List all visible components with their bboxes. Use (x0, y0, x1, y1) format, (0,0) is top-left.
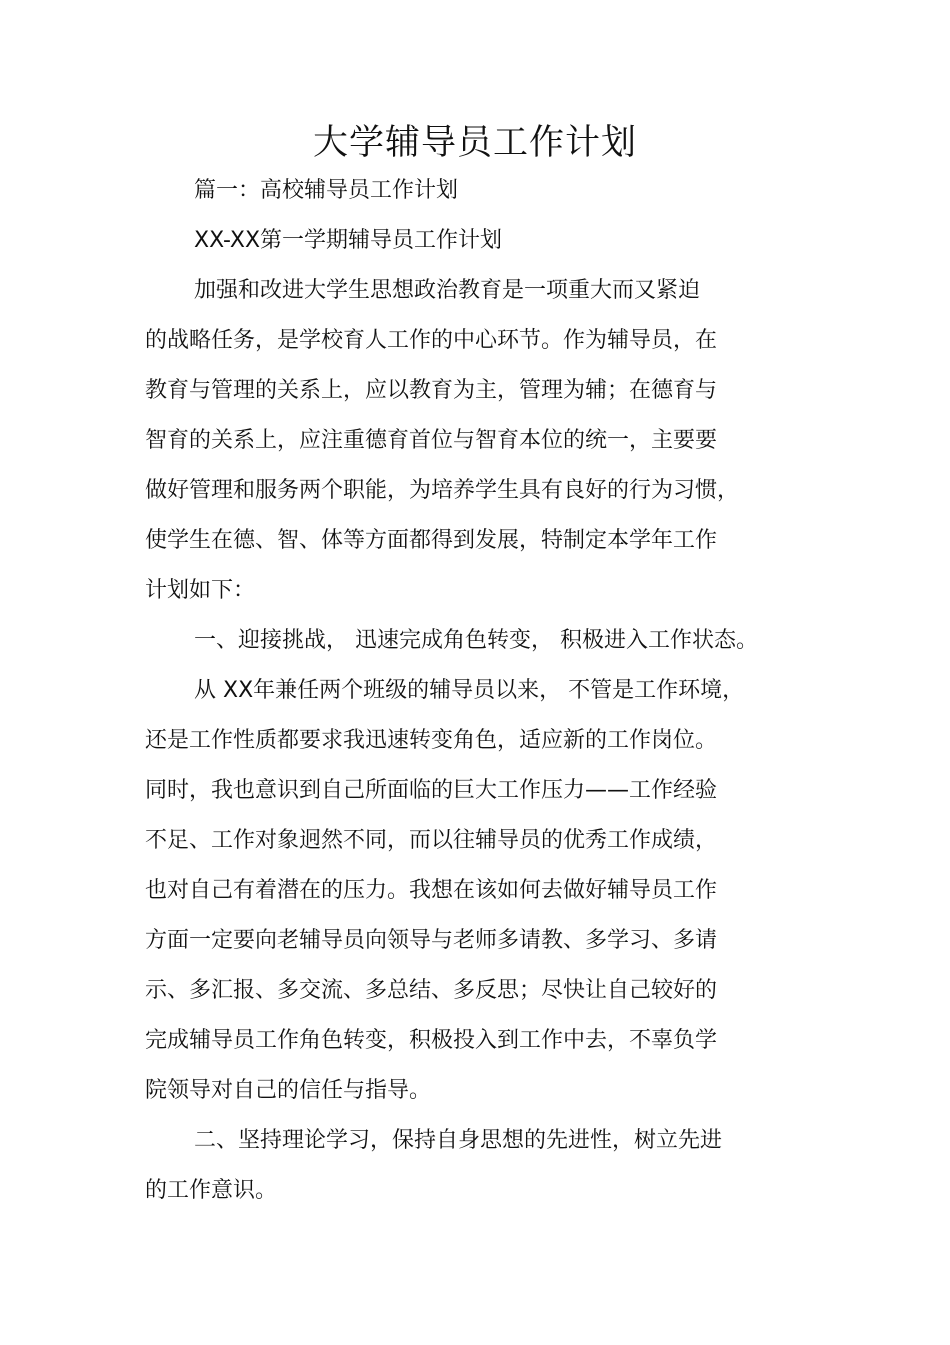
section-heading: 篇一：高校辅导员工作计划 (194, 178, 459, 203)
paragraph-line: 从 XX年兼任两个班级的辅导员以来， 不管是工作环境， (194, 678, 745, 703)
paragraph-line: 也对自己有着潜在的压力。我想在该如何去做好辅导员工作 (145, 878, 718, 903)
plan-subtitle: XX-XX第一学期辅导员工作计划 (194, 228, 503, 253)
paragraph-line: 还是工作性质都要求我迅速转变角色，适应新的工作岗位。 (145, 728, 718, 753)
paragraph-line: 智育的关系上，应注重德育首位与智育本位的统一，主要要 (145, 428, 718, 453)
paragraph-line: 的战略任务，是学校育人工作的中心环节。作为辅导员，在 (145, 328, 718, 353)
paragraph-line: 院领导对自己的信任与指导。 (145, 1078, 432, 1103)
section-heading-1: 一、迎接挑战， 迅速完成角色转变， 积极进入工作状态。 (194, 628, 758, 653)
paragraph-line: 同时，我也意识到自己所面临的巨大工作压力——工作经验 (145, 778, 718, 803)
paragraph-line: 教育与管理的关系上，应以教育为主，管理为辅；在德育与 (145, 378, 718, 403)
section-heading-2: 二、坚持理论学习，保持自身思想的先进性，树立先进 (194, 1128, 723, 1153)
paragraph-line: 方面一定要向老辅导员向领导与老师多请教、多学习、多请 (145, 928, 718, 953)
paragraph-line: 做好管理和服务两个职能，为培养学生具有良好的行为习惯， (145, 478, 740, 503)
document-title: 大学辅导员工作计划 (312, 123, 637, 163)
paragraph-line: 的工作意识。 (145, 1178, 278, 1203)
paragraph-line: 示、多汇报、多交流、多总结、多反思；尽快让自己较好的 (145, 978, 718, 1003)
paragraph-line: 不足、工作对象迥然不同，而以往辅导员的优秀工作成绩， (145, 828, 718, 853)
paragraph-line: 加强和改进大学生思想政治教育是一项重大而又紧迫 (194, 278, 701, 303)
paragraph-line: 完成辅导员工作角色转变，积极投入到工作中去，不辜负学 (145, 1028, 718, 1053)
paragraph-line: 计划如下： (145, 578, 256, 603)
paragraph-line: 使学生在德、智、体等方面都得到发展，特制定本学年工作 (145, 528, 718, 553)
